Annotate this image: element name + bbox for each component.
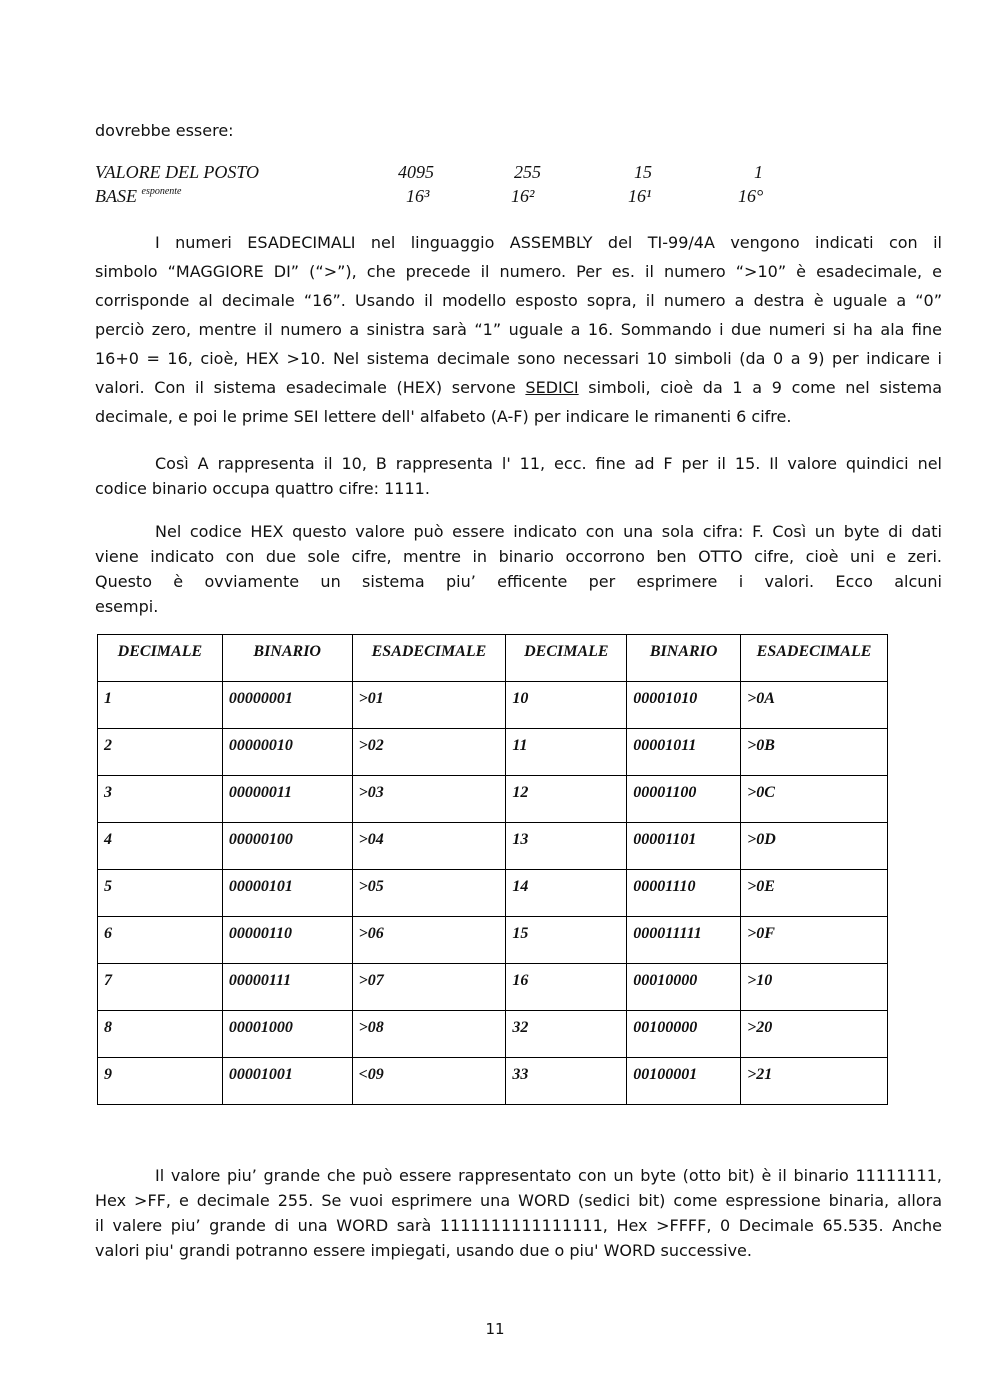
table-cell: 4	[98, 823, 223, 870]
para1-line-4: perciò zero, mentre il numero a sinistra sarà “1” uguale a 16. Sommando i due numeri si ha ala fine	[95, 320, 942, 339]
table-row	[98, 870, 888, 917]
table-cell: >21	[741, 1058, 888, 1105]
table-cell: 11	[506, 729, 627, 776]
table-cell: >0B	[741, 729, 888, 776]
place-base-163: 16³	[406, 186, 430, 206]
paragraph-hex-intro	[95, 228, 942, 431]
table-cell: 15	[506, 917, 627, 964]
place-value-1: 1	[754, 162, 763, 182]
para3-line-4: esempi.	[95, 597, 159, 616]
table-cell: 00000111	[222, 964, 352, 1011]
place-base-162: 16²	[511, 186, 535, 206]
table-row	[98, 964, 888, 1011]
table-cell: >0E	[741, 870, 888, 917]
para2-line-2: codice binario occupa quattro cifre: 1111.	[95, 479, 430, 498]
table-cell: >0A	[741, 682, 888, 729]
para1-line-3: corrisponde al decimale “16”. Usando il modello esposto sopra, il numero a destra è uguale a “0”	[95, 291, 942, 310]
table-cell: 00100000	[627, 1011, 741, 1058]
table-cell: 00001000	[222, 1011, 352, 1058]
table-row	[98, 823, 888, 870]
table-cell: 13	[506, 823, 627, 870]
intro-text: dovrebbe essere:	[95, 121, 234, 140]
table-cell: 1	[98, 682, 223, 729]
table-cell: 00001101	[627, 823, 741, 870]
place-base-161: 16¹	[628, 186, 652, 206]
table-cell: >04	[352, 823, 506, 870]
table-cell: 32	[506, 1011, 627, 1058]
table-cell: >20	[741, 1011, 888, 1058]
table-cell: >03	[352, 776, 506, 823]
table-cell: >0C	[741, 776, 888, 823]
para2-line-1: Così A rappresenta il 10, B rappresenta l' 11, ecc. fine ad F per il 15. Il valore quindici nel	[155, 454, 942, 473]
table-cell: 00001110	[627, 870, 741, 917]
place-base-160: 16°	[738, 186, 764, 206]
place-value-255: 255	[514, 162, 541, 182]
para4-line-4: valori piu' grandi potranno essere impiegati, usando due o piu' WORD successive.	[95, 1241, 752, 1260]
table-cell: 00000101	[222, 870, 352, 917]
header-binario-1: BINARIO	[222, 635, 352, 682]
table-cell: 00000001	[222, 682, 352, 729]
conversion-table	[97, 634, 888, 1105]
para3-line-2: viene indicato con due sole cifre, mentre in binario occorrono ben OTTO cifre, cioè uni e zeri.	[95, 547, 942, 566]
para1-line-6: valori. Con il sistema esadecimale (HEX) servone SEDICI simboli, cioè da 1 a 9 come nel sistema	[95, 378, 943, 397]
page-number: 11	[485, 1320, 505, 1338]
table-row	[98, 729, 888, 776]
table-cell: 8	[98, 1011, 223, 1058]
para3-line-1: Nel codice HEX questo valore può essere indicato con una sola cifra: F. Così un byte di dati	[155, 522, 942, 541]
table-row	[98, 1058, 888, 1105]
table-header-row	[98, 635, 888, 682]
table-cell: 00001011	[627, 729, 741, 776]
table-cell: 00001001	[222, 1058, 352, 1105]
table-cell: 12	[506, 776, 627, 823]
table-cell: 00000100	[222, 823, 352, 870]
table-row	[98, 682, 888, 729]
table-cell: >0D	[741, 823, 888, 870]
table-cell: >06	[352, 917, 506, 964]
table-cell: 00000011	[222, 776, 352, 823]
table-cell: 10	[506, 682, 627, 729]
table-cell: 16	[506, 964, 627, 1011]
table-cell: >0F	[741, 917, 888, 964]
table-cell: 5	[98, 870, 223, 917]
para1-line-1: I numeri ESADECIMALI nel linguaggio ASSEMBLY del TI-99/4A vengono indicati con il	[155, 233, 942, 252]
place-row2-label: BASE $^{esponente}$	[95, 186, 182, 206]
table-cell: 3	[98, 776, 223, 823]
table-cell: >05	[352, 870, 506, 917]
table-cell: 00000010	[222, 729, 352, 776]
table-cell: 14	[506, 870, 627, 917]
header-decimale-2: DECIMALE	[506, 635, 627, 682]
table-row	[98, 776, 888, 823]
sedici-emphasis: SEDICI	[525, 378, 579, 397]
para4-line-1: Il valore piu’ grande che può essere rappresentato con un byte (otto bit) è il binario 11111111,	[155, 1166, 942, 1185]
table-cell: 000011111	[627, 917, 741, 964]
para1-line-2: simbolo “MAGGIORE DI” (“>”), che precede il numero. Per es. il numero “>10” è esadecimale, e	[95, 262, 942, 281]
table-cell: <09	[352, 1058, 506, 1105]
table-cell: >10	[741, 964, 888, 1011]
table-row	[98, 917, 888, 964]
place-value-4095: 4095	[398, 162, 434, 182]
table-row	[98, 1011, 888, 1058]
header-esadecimale-2: ESADECIMALE	[741, 635, 888, 682]
paragraph-word	[95, 1163, 942, 1263]
table-cell: 00000110	[222, 917, 352, 964]
header-binario-2: BINARIO	[627, 635, 741, 682]
table-cell: 00001100	[627, 776, 741, 823]
table-cell: >08	[352, 1011, 506, 1058]
table-cell: >02	[352, 729, 506, 776]
table-cell: 9	[98, 1058, 223, 1105]
header-decimale-1: DECIMALE	[98, 635, 223, 682]
table-cell: >01	[352, 682, 506, 729]
para4-line-2: Hex >FF, e decimale 255. Se vuoi esprimere una WORD (sedici bit) come espressione binaria, allora	[95, 1191, 942, 1210]
para1-line-5: 16+0 = 16, cioè, HEX >10. Nel sistema decimale sono necessari 10 simboli (da 0 a 9) per indicare i	[95, 349, 942, 368]
table-cell: 00100001	[627, 1058, 741, 1105]
para4-line-3: il valere piu’ grande di una WORD sarà 1111111111111111, Hex >FFFF, 0 Decimale 65.535. Anche	[95, 1216, 942, 1235]
paragraph-letters	[95, 451, 942, 501]
table-cell: 33	[506, 1058, 627, 1105]
table-cell: 00010000	[627, 964, 741, 1011]
para1-line-7: decimale, e poi le prime SEI lettere dell' alfabeto (A-F) per indicare le rimanenti 6 cifre.	[95, 407, 792, 426]
place-row1-label: VALORE DEL POSTO	[95, 162, 260, 182]
table-cell: 00001010	[627, 682, 741, 729]
table-cell: >07	[352, 964, 506, 1011]
table-cell: 7	[98, 964, 223, 1011]
table-cell: 2	[98, 729, 223, 776]
paragraph-byte	[95, 519, 942, 619]
para3-line-3: Questo è ovviamente un sistema piu’ efficente per esprimere i valori. Ecco alcuni	[95, 572, 942, 591]
header-esadecimale-1: ESADECIMALE	[352, 635, 506, 682]
place-value-15: 15	[634, 162, 652, 182]
table-cell: 6	[98, 917, 223, 964]
